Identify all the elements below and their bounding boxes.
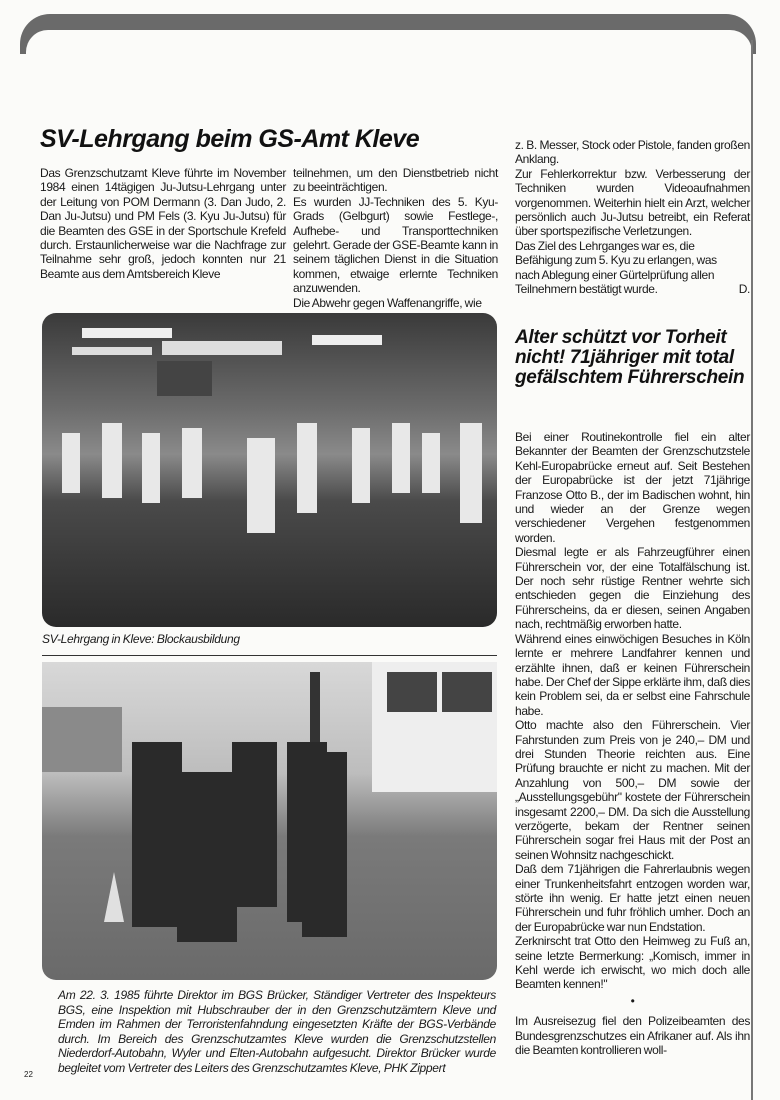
training-photo (42, 313, 497, 627)
inspection-caption: Am 22. 3. 1985 führte Direktor im BGS Brücker, Ständiger Vertreter des Inspekteurs BGS, eine Inspektion mit Hubschrauber der in den Grenzschutzämtern Kleve und Emden im Rahmen der Terroristenfahndung eingesetzten Kräfte der BGS-Verbände durch. Im Bereich des Grenzschutzamtes Kleve wurden die Grenzschutzstellen Niederdorf-Autobahn, Wyler und Elten-Autobahn aufgesucht. Direktor Brücker wurde begleitet vom Vertreter des Leiters des Grenzschutzamtes Kleve, PHK Zippert (58, 988, 496, 1075)
divider (42, 655, 497, 656)
photo-caption: SV-Lehrgang in Kleve: Blockausbildung (42, 632, 240, 646)
signature: D. (738, 282, 750, 297)
article-title: SV-Lehrgang beim GS-Amt Kleve (40, 125, 420, 153)
article1-col1: Das Grenzschutzamt Kleve führte im November 1984 einen 14tägigen Ju-Jutsu-Lehrgang unter der Leitung von POM Dermann (3. Dan Judo, 2. Dan Ju-Jutsu) und PM Fels (3. Kyu Ju-Jutsu) für die Beamten des GSE in der Sportschule Krefeld durch. Erstaunlicherweise war die Nachfrage zur Teilnahme sehr groß, jedoch konnten nur 21 Beamte aus dem Amtsbereich Kleve (40, 166, 286, 281)
article2-title: Alter schützt vor Torheit nicht! 71jähriger mit total gefälschtem Führerschein (515, 327, 745, 388)
separator-dot: • (630, 993, 635, 1008)
border-officers-image (42, 662, 497, 980)
column-rule (751, 40, 753, 1100)
article1-col2: teilnehmen, um den Dienstbetrieb nicht zu beeinträchtigen. Es wurden JJ-Techniken des 5. Kyu-Grads (Gelbgurt) sowie Festlege-, Aufhebe- und Transporttechniken gelehrt. Gerade der GSE-Beamte kann in seinem täglichen Dienst in die Situation kommen, etwaige erlernte Techniken anzuwenden. Die Abwehr gegen Waffenangriffe, wie (293, 166, 498, 310)
article1-col3: z. B. Messer, Stock oder Pistole, fanden großen Anklang. Zur Fehlerkorrektur bzw. Verbesserung der Techniken wurden Videoaufnahmen vorgenommen. Weiterhin hielt ein Arzt, welcher persönlich auch Ju-Jutsu betreibt, ein Referat über sportspezifische Verletzungen. Das Ziel des Lehrganges war es, die Befähigung zum 5. Kyu zu erlangen, was nach Ablegung einer Gürtelprüfung allen Teilnehmern bestätigt wurde. D. (515, 138, 750, 297)
article2-body: Bei einer Routinekontrolle fiel ein alter Bekannter der Beamten der Grenzschutzstele Kehl-Europabrücke erneut auf. Seit Bestehen der Europabrücke ist der jetzt 71jährige Franzose Otto B., der im Badischen wohnt, hin und wieder an der Grenze wegen verschiedener Vergehen festgenommen worden. Diesmal legte er als Fahrzeugführer einen Führerschein vor, der eine Totalfälschung ist. Der noch sehr rüstige Rentner wehrte sich entschieden gegen die Einziehung des Führerscheins, da er diesen, seinen Angaben nach, rechtmäßig erworben hatte. Während eines einwöchigen Besuches in Köln lernte er mehrere Landfahrer kennen und erzählte ihnen, daß er keinen Führerschein habe. Der Chef der Sippe erklärte ihm, daß dies kein Problem sei, da er selbst eine Fahrschule habe. Otto machte also den Führerschein. Vier Fahrstunden zum Preis von je 240,– DM und drei Stunden Theorie reichten aus. Eine Prüfung brauchte er nicht zu machen. Mit der Anzahlung von 500,– DM sowie der „Ausstellungsgebühr" kostete der Führerschein insgesamt 2200,– DM. Da sich die Ausstellung verzögerte, bekam der Rentner seinen Führerschein sogar frei Haus mit der Post an seinen Wohnsitz nachgeschickt. Daß dem 71jährigen die Fahrerlaubnis wegen einer Trunkenheitsfahrt entzogen worden war, störte ihn wenig. Er hatte jetzt einen neuen Führerschein und fuhr fröhlich umher. Doch an der Europabrücke war nun Endstation. Zerknirscht trat Otto den Heimweg zu Fuß an, seine letzte Bermerkung: „Komisch, immer in Kehl werde ich erwischt, wo mich doch alle Beamten kennen!" • Im Ausreisezug fiel den Polizeibeamten des Bundesgrenzschutzes ein Afrikaner auf. Als ihn die Beamten kontrollieren woll- (515, 430, 750, 1058)
inspection-photo (42, 662, 497, 980)
next-paragraph: Im Ausreisezug fiel den Polizeibeamten des Bundesgrenzschutzes ein Afrikaner auf. Als ihn die Beamten kontrollieren woll- (515, 1014, 750, 1058)
martial-arts-training-image (42, 313, 497, 627)
page-number: 22 (24, 1070, 33, 1079)
